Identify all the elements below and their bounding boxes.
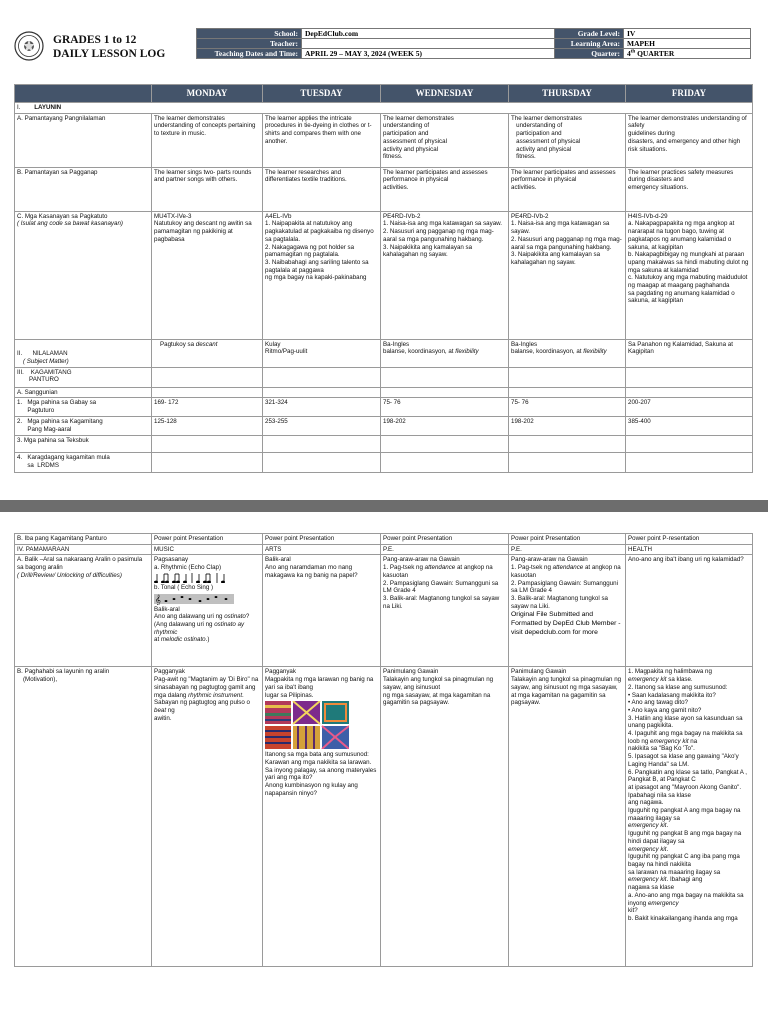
row-label: 1. Mga pahina sa Gabay sa Pagtuturo [15, 398, 152, 417]
table-cell [152, 367, 263, 387]
table-row [15, 417, 753, 436]
table-cell: Power point P-resentation [626, 534, 753, 545]
table-cell [263, 387, 381, 398]
table-cell: Ano-ano ang iba't ibang uri ng kalamidad? [626, 555, 753, 667]
table-cell: The learner practices safety measures during disasters and emergency situations. [626, 167, 753, 211]
table-cell: The learner participates and assesses performance in physical activities. [509, 167, 626, 211]
table-cell: The learner demonstrates understanding of concepts pertaining to texture in music. [152, 113, 263, 167]
row-label: 3. Mga pahina sa Teksbuk [15, 436, 152, 453]
table-cell: 198-202 [509, 417, 626, 436]
table-cell: P.E. [509, 544, 626, 555]
table-cell: The learner demonstrates understanding of participation and assessment of physical activity and physical fitness. [381, 113, 509, 167]
table-cell [152, 387, 263, 398]
table-cell: Pang-araw-araw na Gawain 1. Pag-tsek ng attendance at angkop na kasuotan 2. Pampasiglang Gawain: Sumangguni sa LM Grade 4 3. Balik-aral: Magtanong tungkol sa sayaw na Liki. [381, 555, 509, 667]
table-cell: 200-207 [626, 398, 753, 417]
header-info-table [196, 28, 751, 59]
teacher-label: Teacher: [197, 39, 302, 49]
table-cell: 75- 76 [509, 398, 626, 417]
rhythm-notation-image [154, 573, 234, 583]
grade-level-value: IV [624, 29, 751, 39]
table-cell: Panimulang Gawain Talakayin ang tungkol sa pinagmulan ng sayaw, ang isinusuot ng mga sasayaw, at mga kagamitan na gagamitin sa pagsayaw. [509, 667, 626, 967]
table-cell: Pang-araw-araw na Gawain 1. Pag-tsek ng attendance at angkop na kasuotan 2. Pampasiglang Gawain: Sumangguni sa LM Grade 4 3. Balik-aral: Magtanong tungkol sa sayaw na Liki. Original File Submitted and Formatted by DepEd Club Member - visit depedclub.com for more [509, 555, 626, 667]
table-cell: H4IS-IVb-d-29 a. Nakapagpapakita ng mga angkop at nararapat na tugon bago, tuwing at pagkatapos ng anumang kalamidad o sakuna, at kagipitan b. Nakapagbibigay ng mungkahi at paraan upang makaiwas sa hindi mabuting dulot ng mga sakuna at kalamidad c. Natutukoy ang mga mabuting maidudulot ng maagap at maagang paghahanda sa pagdating ng anumang kalamidad o sakuna, at kagipitan [626, 211, 753, 339]
table-cell: Ba-Ingles balanse, koordinasyon, at flexibility [509, 339, 626, 367]
quarter-value: 4th QUARTER [624, 49, 751, 59]
blank-header [15, 85, 152, 103]
lesson-log-table-page2 [14, 533, 753, 967]
table-cell: 385-400 [626, 417, 753, 436]
table-cell: Power point Presentation [381, 534, 509, 545]
table-cell: HEALTH [626, 544, 753, 555]
table-cell: 198-202 [381, 417, 509, 436]
table-cell: The learner sings two- parts rounds and partner songs with others. [152, 167, 263, 211]
row-label: B. Iba pang Kagamitang Panturo [15, 534, 152, 545]
table-cell: PE4RD-IVb-2 1. Naisa-isa ang mga katawagan sa sayaw. 2. Nasusuri ang pagganap ng mga mag-aaral sa mga pangunahing hakbang. 3. Naipakikita ang kamalayan sa kahalagahan ng sayaw. [509, 211, 626, 339]
table-cell [381, 436, 509, 453]
quarter-label: Quarter: [555, 49, 624, 59]
table-cell: The learner participates and assesses performance in physical activities. [381, 167, 509, 211]
table-row [15, 113, 753, 167]
row-label: C. Mga Kasanayan sa Pagkatuto ( Isulat ang code sa bawat kasanayan) [15, 211, 152, 339]
teaching-dates-value: APRIL 29 – MAY 3, 2024 (WEEK 5) [302, 49, 555, 59]
table-cell [263, 367, 381, 387]
source-notice: Original File Submitted and Formatted by DepEd Club Member - visit depedclub.com for more [511, 611, 621, 636]
table-cell: 321-324 [263, 398, 381, 417]
row-label: IV. PAMAMARAAN [15, 544, 152, 555]
table-row [15, 544, 753, 555]
table-cell: PE4RD-IVb-2 1. Naisa-isa ang mga katawagan sa sayaw. 2. Nasusuri ang pagganap ng mga mag-aaral sa mga pangunahing hakbang. 3. Naipakikita ang kamalayan sa kahalagahan ng sayaw. [381, 211, 509, 339]
day-header: THURSDAY [509, 85, 626, 103]
table-cell [263, 453, 381, 473]
table-row [15, 436, 753, 453]
layunin-heading: I. LAYUNIN [15, 103, 753, 114]
table-cell: 75- 76 [381, 398, 509, 417]
table-cell: P.E. [381, 544, 509, 555]
day-header-row [15, 85, 753, 103]
table-cell [509, 436, 626, 453]
teacher-value [302, 39, 555, 49]
table-row [15, 167, 753, 211]
learning-area-label: Learning Area: [555, 39, 624, 49]
table-row [15, 387, 753, 398]
teaching-dates-label: Teaching Dates and Time: [197, 49, 302, 59]
table-cell: Pagtukoy sa descant [152, 339, 263, 367]
table-cell: The learner applies the intricate procedures in tie-dyeing in clothes or t-shirts and compares them with one another. [263, 113, 381, 167]
row-label: A. Pamantayang Pangnilalaman [15, 113, 152, 167]
lesson-log-table-page1 [14, 84, 753, 473]
day-header: FRIDAY [626, 85, 753, 103]
table-cell: 169- 172 [152, 398, 263, 417]
table-row [15, 667, 753, 967]
table-cell: MU4TX-IVe-3 Natutukoy ang descant ng awitin sa pamamagitan ng pakikinig at pagbabasa [152, 211, 263, 339]
table-row [15, 367, 753, 387]
table-row [15, 534, 753, 545]
table-cell [509, 453, 626, 473]
page-1 [0, 0, 768, 500]
day-header: TUESDAY [263, 85, 381, 103]
layunin-row [15, 103, 753, 114]
table-cell: Pagsasanay a. Rhythmic (Echo Clap) b. Tonal ( Echo Sing ) 𝄞 Balik-aral Ano ang dalawang uri ng ostinato? (Ang dalawang uri ng ostinato ay rhythmic at melodic ostinato.) [152, 555, 263, 667]
row-label: III. KAGAMITANG PANTURO [15, 367, 152, 387]
table-cell [626, 436, 753, 453]
school-label: School: [197, 29, 302, 39]
table-cell: Ba-Ingles balanse, koordinasyon, at flexibility [381, 339, 509, 367]
table-cell: Sa Panahon ng Kalamidad, Sakuna at Kagipitan [626, 339, 753, 367]
table-cell [509, 387, 626, 398]
svg-text:𝄞: 𝄞 [155, 594, 161, 605]
row-label: B. Paghahabi sa layunin ng aralin (Motivation), [15, 667, 152, 967]
table-cell: The learner demonstrates understanding of safety guidelines during disasters, and emergency and other high risk situations. [626, 113, 753, 167]
table-cell [626, 387, 753, 398]
page-2 [0, 512, 768, 1024]
table-cell [626, 453, 753, 473]
table-cell: ARTS [263, 544, 381, 555]
table-cell: Power point Presentation [263, 534, 381, 545]
table-cell: Pagganyak Pag-awit ng "Magtanim ay 'Di Biro" na sinasabayan ng pagtugtog gamit ang mga dalang rhythmic instrument. Sabayan ng pagtugtog ang pulso o beat ng awitin. [152, 667, 263, 967]
table-cell: Kulay Ritmo/Pag-uulit [263, 339, 381, 367]
table-cell [381, 367, 509, 387]
table-cell [263, 436, 381, 453]
row-label: 2. Mga pahina sa Kagamitang Pang Mag-aaral [15, 417, 152, 436]
table-row [15, 211, 753, 339]
table-cell: 125-128 [152, 417, 263, 436]
table-row [15, 555, 753, 667]
table-cell: 1. Magpakita ng halimbawa ng emergency kit sa klase. 2. Itanong sa klase ang sumusunod: • Saan kadalasang makikita ito? • Ano ang tawag dito? • Ano kaya ang gamit nito? 3. Hatiin ang klase ayon sa kasunduan sa unang pagkikita. 4. Ipaguhit ang mga bagay na makikita sa loob ng emergency kit na nakikita sa "Bag Ko 'To". 5. Ipasagot sa klase ang gawaing "Ako'y Laging Handa" sa LM. 6. Pangkatin ang klase sa tatlo, Pangkat A , Pangkat B, at Pangkat C at ipasagot ang "Mayroon Akong Ganito". Ipabahagi nila sa klase ang nagawa. Iguguhit ng pangkat A ang mga bagay na maaaring ilagay sa emergency kit. Iguguhit ng pangkat B ang mga bagay na hindi dapat ilagay sa emergency kit. Iguguhit ng pangkat C ang iba pang mga bagay na hindi nakikita sa larawan na maaaring ilagay sa emergency kit. Ibahagi ang nagawa sa klase a. Ano-ano ang mga bagay na makikita sa inyong emergency kit? b. Bakit kinakailangang ihanda ang mga [626, 667, 753, 967]
document-title: GRADES 1 to 12 DAILY LESSON LOG [53, 34, 166, 60]
learning-area-value: MAPEH [624, 39, 751, 49]
table-cell: Balik-aral Ano ang naramdaman mo nang makagawa ka ng banig na papel? [263, 555, 381, 667]
school-value: DepEdClub.com [302, 29, 555, 39]
table-cell: Pagganyak Magpakita ng mga larawan ng banig na yari sa iba't ibang lugar sa Pilipinas. Itanong sa mga bata ang sumusunod: Karawan ang mga nakikita sa larawan. Sa inyong palagay, sa anong materyales yari ang mga ito? Anong kumbinasyon ng kulay ang napapansin ninyo? [263, 667, 381, 967]
row-label: A. Sanggunian [15, 387, 152, 398]
row-label: A. Balik –Aral sa nakaraang Aralin o pasimula sa bagong aralin ( Drill/Review/ Unlocking of difficulties) [15, 555, 152, 667]
table-cell: MUSIC [152, 544, 263, 555]
table-row [15, 339, 753, 367]
row-label: II. NILALAMAN ( Subject Matter) [15, 339, 152, 367]
deped-seal-icon [14, 31, 44, 61]
banig-images [265, 701, 349, 749]
table-cell: Power point Presentation [152, 534, 263, 545]
day-header: MONDAY [152, 85, 263, 103]
table-cell [509, 367, 626, 387]
row-label: 4. Karagdagang kagamitan mula sa LRDMS [15, 453, 152, 473]
table-cell: The learner researches and differentiates textile traditions. [263, 167, 381, 211]
table-row [15, 453, 753, 473]
grade-level-label: Grade Level: [555, 29, 624, 39]
table-cell: 253-255 [263, 417, 381, 436]
table-cell: Panimulang Gawain Talakayin ang tungkol sa pinagmulan ng sayaw, ang isinusuot ng mga sasayaw, at mga kagamitan na gagamitin sa pagsayaw. [381, 667, 509, 967]
table-cell [381, 387, 509, 398]
day-header: WEDNESDAY [381, 85, 509, 103]
table-cell [626, 367, 753, 387]
table-row [15, 398, 753, 417]
table-cell: A4EL-IVb 1. Naipapakita at natutukoy ang pagkakatulad at pagkakaiba ng disenyo sa pagtalala. 2. Nakagagawa ng pot holder sa pamamagitan ng pagtalala. 3. Naibabahagi ang sariling talento sa pagtalala at paggawa ng mga bagay na kapaki-pakinabang [263, 211, 381, 339]
table-cell: Power point Presentation [509, 534, 626, 545]
table-cell [381, 453, 509, 473]
table-cell: The learner demonstrates understanding of participation and assessment of physical activity and physical fitness. [509, 113, 626, 167]
table-cell [152, 436, 263, 453]
table-cell [152, 453, 263, 473]
row-label: B. Pamantayan sa Pagganap [15, 167, 152, 211]
tonal-staff-image [154, 593, 234, 605]
